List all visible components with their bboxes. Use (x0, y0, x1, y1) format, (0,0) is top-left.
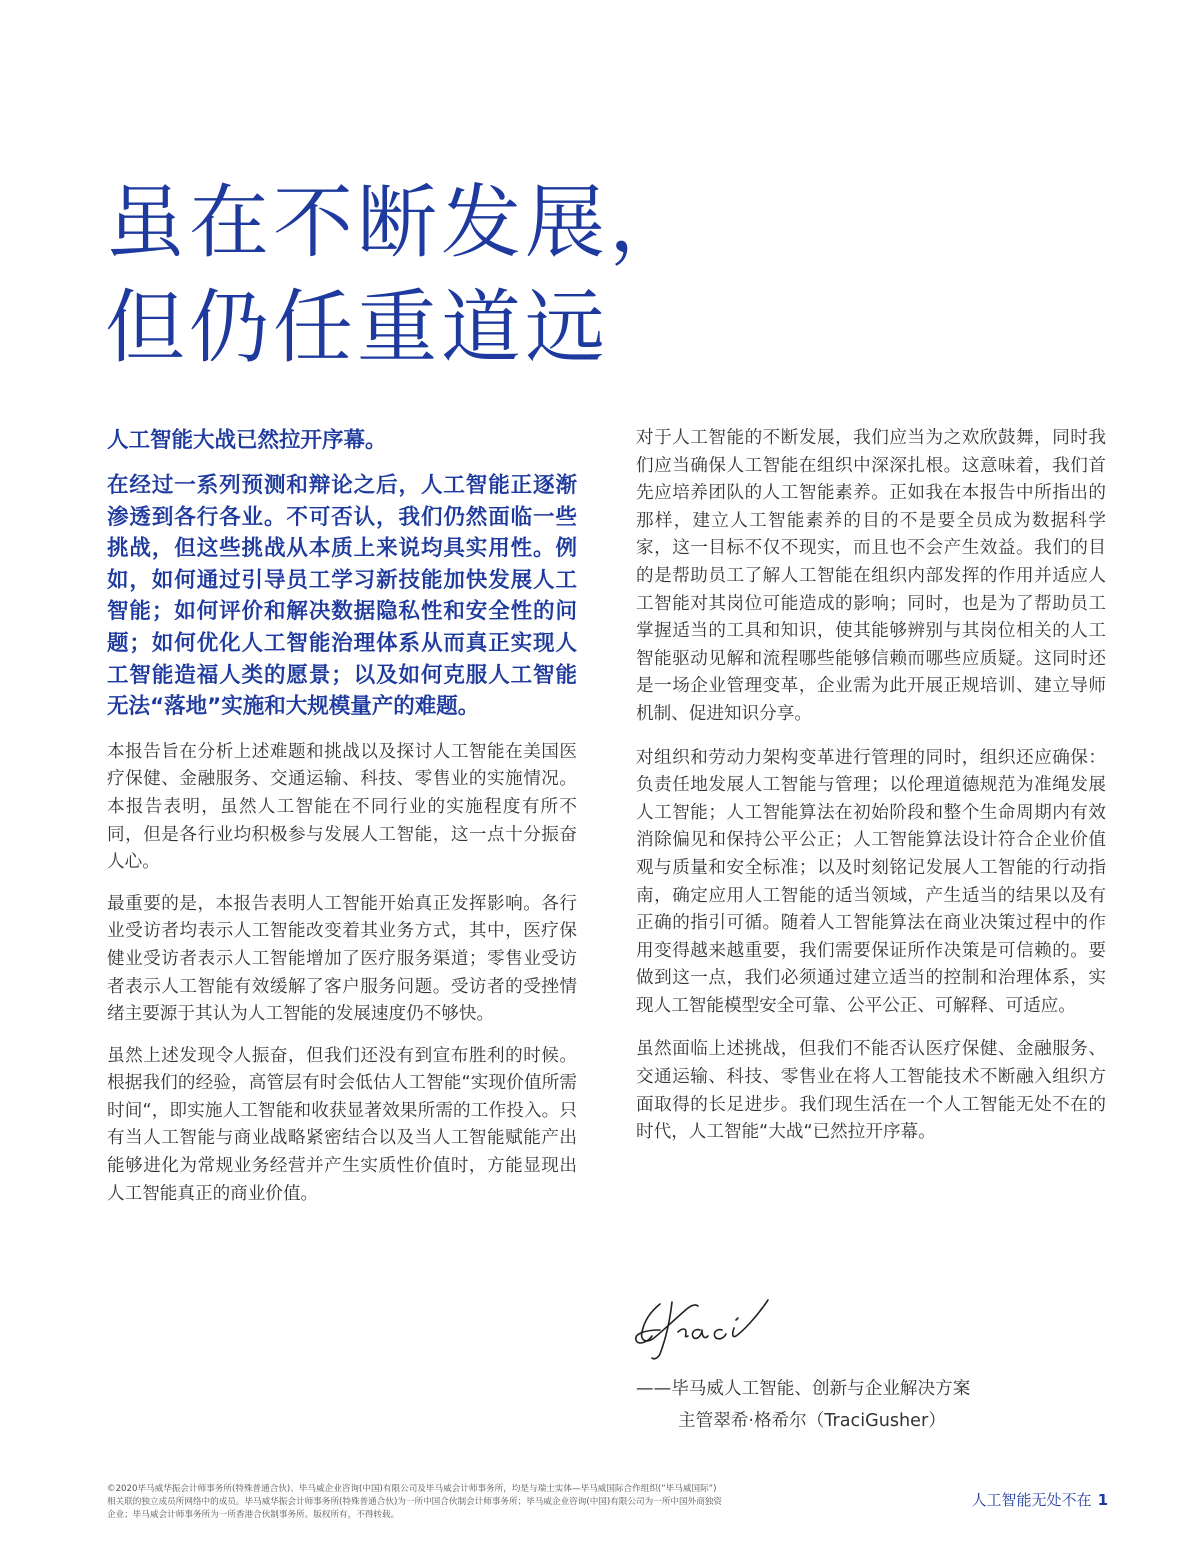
report-name: 人工智能无处不在 (971, 1491, 1092, 1509)
body-paragraph: 虽然上述发现令人振奋，但我们还没有到宣布胜利的时候。根据我们的经验，高管层有时会低估人工智能“实现价值所需时间“，即实施人工智能和收获显著效果所需的工作投入。只有当人工智能与商业战略紧密结合以及当人工智能赋能产出能够进化为常规业务经营并产生实质性价值时，方能显现出人工智能真正的商业价值。 (107, 1045, 577, 1204)
body-paragraph: 虽然面临上述挑战，但我们不能否认医疗保健、金融服务、交通运输、科技、零售业在将人工智能技术不断融入组织方面取得的长足进步。我们现生活在一个人工智能无处不在的时代，人工智能“大战“已然拉开序幕。 (636, 1039, 1106, 1143)
legal-line: 相关联的独立成员所网络中的成员。毕马威华振会计师事务所(特殊普通合伙)为一所中国合伙制会计师事务所；毕马威企业咨询(中国)有限公司为一所中国外商独资 (107, 1497, 722, 1507)
footer-legal-notice (107, 1483, 827, 1522)
body-paragraph: 最重要的是，本报告表明人工智能开始真正发挥影响。各行业受访者均表示人工智能改变着其业务方式，其中，医疗保健业受访者表示人工智能增加了医疗服务渠道；零售业受访者表示人工智能有效缓解了客户服务问题。受访者的受挫情绪主要源于其认为人工智能的发展速度仍不够快。 (107, 893, 577, 1025)
page-number: 1 (1097, 1491, 1108, 1509)
lead-paragraph: 在经过一系列预测和辩论之后，人工智能正逐渐渗透到各行各业。不可否认，我们仍然面临一些挑战，但这些挑战从本质上来说均具实用性。例如，如何通过引导员工学习新技能加快发展人工智能；如何评价和解决数据隐私性和安全性的问题；如何优化人工智能治理体系从而真正实现人工智能造福人类的愿景；以及如何克服人工智能无法“落地”实施和大规模量产的难题。 (107, 473, 577, 720)
page-title (105, 170, 693, 380)
body-paragraph: 对于人工智能的不断发展，我们应当为之欢欣鼓舞，同时我们应当确保人工智能在组织中深深扎根。这意味着，我们首先应培养团队的人工智能素养。正如我在本报告中所指出的那样，建立人工智能素养的目的不是要全员成为数据科学家，这一目标不仅不现实，而且也不会产生效益。我们的目的是帮助员工了解人工智能在组织内部发挥的作用并适应人工智能对其岗位可能造成的影响；同时，也是为了帮助员工掌握适当的工具和知识，使其能够辨别与其岗位相关的人工智能驱动见解和流程哪些能够信赖而哪些应质疑。这同时还是一场企业管理变革，企业需为此开展正规培训、建立导师机制、促进知识分享。 (636, 428, 1106, 724)
left-column (107, 425, 577, 1222)
right-column (636, 425, 1106, 1163)
body-paragraph: 对组织和劳动力架构变革进行管理的同时，组织还应确保：负责任地发展人工智能与管理；以伦理道德规范为准绳发展人工智能；人工智能算法在初始阶段和整个生命周期内有效消除偏见和保持公平公正；人工智能算法设计符合企业价值观与质量和安全标准；以及时刻铭记发展人工智能的行动指南，确定应用人工智能的适当领域，产生适当的结果以及有正确的指引可循。随着人工智能算法在商业决策过程中的作用变得越来越重要，我们需要保证所作决策是可信赖的。要做到这一点，我们必须通过建立适当的控制和治理体系，实现人工智能模型安全可靠、公平公正、可解释、可适应。 (636, 747, 1106, 1016)
handwritten-signature (630, 1288, 790, 1368)
lead-title: 人工智能大战已然拉开序幕。 (107, 428, 387, 453)
legal-line: ©2020毕马威华振会计师事务所(特殊普通合伙)、毕马威企业咨询(中国)有限公司及毕马威会计师事务所，均是与瑞士实体—毕马威国际合作组织(“毕马威国际”) (107, 1484, 717, 1494)
page-footer (972, 1489, 1108, 1511)
title-line-2: 但仍任重道远 (105, 281, 609, 374)
legal-line: 企业；毕马威会计师事务所为一所香港合伙制事务所。版权所有，不得转载。 (107, 1510, 400, 1520)
title-line-1: 虽在不断发展， (105, 176, 693, 269)
signature-title: ——毕马威人工智能、创新与企业解决方案 (636, 1379, 971, 1399)
signature-name: 主管翠希·格希尔（TraciGusher） (678, 1411, 946, 1431)
body-paragraph: 本报告旨在分析上述难题和挑战以及探讨人工智能在美国医疗保健、金融服务、交通运输、科技、零售业的实施情况。本报告表明，虽然人工智能在不同行业的实施程度有所不同，但是各行业均积极参与发展人工智能，这一点十分振奋人心。 (107, 741, 577, 873)
